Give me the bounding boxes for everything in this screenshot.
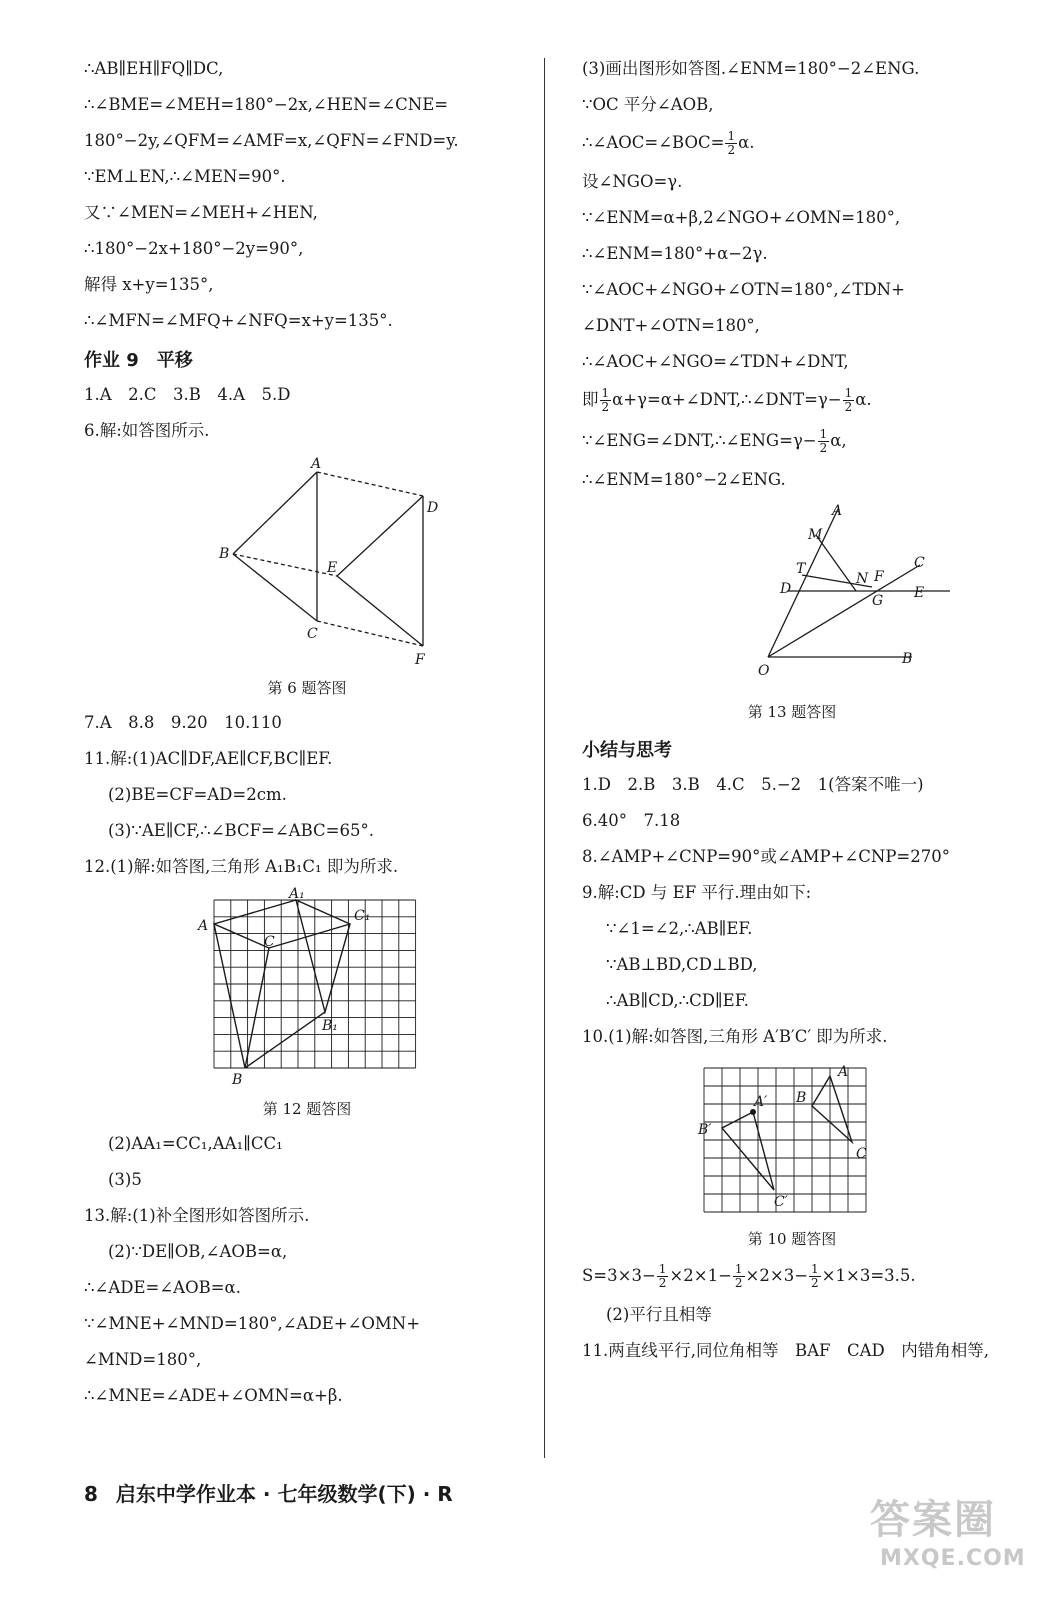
label-A: A — [838, 1064, 849, 1080]
answer-line: 6.40° 7.18 — [582, 811, 681, 830]
denominator: 2 — [811, 1276, 819, 1290]
fraction-one-half — [818, 428, 830, 455]
text-line: ∠DNT+∠OTN=180°, — [582, 316, 760, 335]
caption-q10: 第 10 题答图 — [747, 1230, 837, 1248]
label-B-prime: B′ — [698, 1122, 712, 1138]
answer-line: 13.解:(1)补全图形如答图所示. — [84, 1206, 310, 1225]
text-line: ∴∠ENM=180°−2∠ENG. — [582, 470, 786, 489]
watermark-url: MXQE.COM — [880, 1546, 1026, 1571]
answer-line: 11.两直线平行,同位角相等 BAF CAD 内错角相等, — [582, 1341, 989, 1360]
text-line: (3)画出图形如答图.∠ENM=180°−2∠ENG. — [582, 59, 920, 78]
section-heading-homework-9: 作业 9 平移 — [84, 350, 193, 371]
denominator: 2 — [727, 143, 736, 157]
answer-line: 7.A 8.8 9.20 10.110 — [84, 713, 282, 732]
label-C: C — [914, 555, 925, 571]
numerator: 1 — [658, 1262, 667, 1276]
answer-line: 1.D 2.B 3.B 4.C 5.−2 1(答案不唯一) — [582, 775, 924, 794]
denominator: 2 — [658, 1276, 667, 1290]
answer-line: (3)5 — [108, 1170, 142, 1189]
text-line: ∵OC 平分∠AOB, — [582, 95, 714, 114]
text-line: ∵EM⊥EN,∴∠MEN=90°. — [84, 167, 286, 186]
label-C: C — [264, 934, 275, 950]
label-N: N — [856, 571, 869, 587]
numerator: 1 — [734, 1262, 743, 1276]
book-title: 启东中学作业本 · 七年级数学(下) · R — [115, 1482, 453, 1506]
label-B: B — [219, 546, 230, 562]
page-number: 8 — [84, 1482, 98, 1506]
label-B1: B₁ — [322, 1018, 338, 1034]
watermark-logo: 答案圈 — [870, 1497, 996, 1543]
numerator: 1 — [727, 129, 736, 143]
label-D: D — [780, 581, 792, 597]
answer-line: 9.解:CD 与 EF 平行.理由如下: — [582, 883, 812, 902]
text-line — [582, 428, 1002, 455]
text-line: ∴∠MFN=∠MFQ+∠NFQ=x+y=135°. — [84, 311, 393, 330]
answer-line: ∵∠1=∠2,∴AB∥EF. — [606, 919, 753, 938]
figure-q10 — [692, 1062, 892, 1222]
answer-line: ∴AB∥CD,∴CD∥EF. — [606, 991, 749, 1010]
text-segment: α. — [738, 133, 755, 152]
fraction-one-half — [843, 387, 855, 414]
answer-line: ∴∠ADE=∠AOB=α. — [84, 1278, 241, 1297]
text-line: 解得 x+y=135°, — [84, 275, 214, 294]
text-line: ∴∠ENM=180°+α−2γ. — [582, 244, 768, 263]
label-O: O — [758, 663, 770, 679]
label-B: B — [232, 1072, 243, 1088]
label-A: A — [832, 503, 843, 519]
label-D: D — [427, 500, 439, 516]
text-line: ∴∠AOC+∠NGO=∠TDN+∠DNT, — [582, 352, 849, 371]
column-divider — [544, 58, 545, 1458]
text-segment: S=3×3− — [582, 1266, 656, 1285]
text-line — [582, 130, 1002, 157]
figure-q12 — [192, 886, 422, 1092]
answer-line: 1.A 2.C 3.B 4.A 5.D — [84, 385, 291, 404]
label-A: A — [311, 456, 322, 472]
text-segment: α+γ=α+∠DNT,∴∠DNT=γ− — [612, 390, 842, 409]
label-C: C — [307, 626, 318, 642]
caption-q12: 第 12 题答图 — [262, 1100, 352, 1118]
label-A1: A₁ — [289, 886, 305, 902]
answer-line — [582, 1263, 1002, 1290]
fraction-one-half — [809, 1263, 821, 1290]
text-line: 又∵∠MEN=∠MEH+∠HEN, — [84, 203, 318, 222]
denominator: 2 — [819, 441, 828, 455]
label-A: A — [198, 918, 209, 934]
fraction-one-half — [733, 1263, 745, 1290]
denominator: 2 — [844, 400, 853, 414]
answer-line: (2)AA₁=CC₁,AA₁∥CC₁ — [108, 1134, 283, 1153]
answer-line: ∴∠MNE=∠ADE+∠OMN=α+β. — [84, 1386, 343, 1405]
section-heading-summary: 小结与思考 — [582, 740, 672, 761]
answer-line: 12.(1)解:如答图,三角形 A₁B₁C₁ 即为所求. — [84, 857, 399, 876]
page-footer — [84, 1478, 453, 1507]
answer-line: ∵AB⊥BD,CD⊥BD, — [606, 955, 758, 974]
label-E: E — [327, 560, 338, 576]
text-line: ∵∠ENM=α+β,2∠NGO+∠OMN=180°, — [582, 208, 901, 227]
denominator: 2 — [734, 1276, 743, 1290]
text-line: ∵∠AOC+∠NGO+∠OTN=180°,∠TDN+ — [582, 280, 905, 299]
label-E: E — [914, 585, 925, 601]
answer-line: (2)BE=CF=AD=2cm. — [108, 785, 287, 804]
answer-line: 10.(1)解:如答图,三角形 A′B′C′ 即为所求. — [582, 1027, 888, 1046]
left-column — [84, 58, 530, 1421]
label-A-prime: A′ — [754, 1094, 768, 1110]
fraction-one-half — [657, 1263, 669, 1290]
text-line: ∴∠BME=∠MEH=180°−2x,∠HEN=∠CNE= — [84, 95, 449, 114]
label-C: C — [856, 1146, 867, 1162]
caption-q6: 第 6 题答图 — [267, 679, 347, 697]
label-T: T — [796, 561, 806, 577]
label-M: M — [808, 527, 823, 543]
answer-line: 6.解:如答图所示. — [84, 421, 210, 440]
fraction-one-half — [600, 387, 612, 414]
text-line: 设∠NGO=γ. — [582, 172, 683, 191]
denominator: 2 — [601, 400, 610, 414]
answer-line: (2)∵DE∥OB,∠AOB=α, — [108, 1242, 288, 1261]
text-line: 180°−2y,∠QFM=∠AMF=x,∠QFN=∠FND=y. — [84, 131, 459, 150]
answer-line: 11.解:(1)AC∥DF,AE∥CF,BC∥EF. — [84, 749, 333, 768]
label-G: G — [872, 593, 884, 609]
numerator: 1 — [844, 386, 853, 400]
answer-line: 8.∠AMP+∠CNP=90°或∠AMP+∠CNP=270° — [582, 847, 950, 866]
fraction-one-half — [725, 130, 737, 157]
label-B: B — [796, 1090, 807, 1106]
right-column — [582, 58, 1002, 1376]
figure-q6 — [177, 456, 437, 671]
text-line: ∴180°−2x+180°−2y=90°, — [84, 239, 304, 258]
text-segment: ×2×3− — [745, 1266, 809, 1285]
caption-q13: 第 13 题答图 — [747, 703, 837, 721]
numerator: 1 — [819, 427, 828, 441]
numerator: 1 — [811, 1262, 819, 1276]
text-segment: ×1×3=3.5. — [821, 1266, 916, 1285]
text-line: ∴AB∥EH∥FQ∥DC, — [84, 59, 224, 78]
answer-line: (3)∵AE∥CF,∴∠BCF=∠ABC=65°. — [108, 821, 374, 840]
figure-q13 — [662, 503, 925, 695]
text-segment: 即 — [582, 390, 599, 409]
text-segment: ∴∠AOC=∠BOC= — [582, 133, 725, 152]
label-F: F — [415, 652, 425, 668]
numerator: 1 — [601, 386, 610, 400]
answer-line: ∠MND=180°, — [84, 1350, 202, 1369]
text-segment: ×2×1− — [669, 1266, 732, 1285]
label-F: F — [874, 569, 884, 585]
label-C-prime: C′ — [774, 1194, 788, 1210]
text-segment: ∵∠ENG=∠DNT,∴∠ENG=γ− — [582, 431, 817, 450]
text-line — [582, 387, 1002, 414]
text-segment: α. — [855, 390, 872, 409]
text-segment: α, — [830, 431, 847, 450]
answer-line: (2)平行且相等 — [606, 1305, 712, 1324]
answer-line: ∵∠MNE+∠MND=180°,∠ADE+∠OMN+ — [84, 1314, 421, 1333]
label-B: B — [902, 651, 913, 667]
label-C1: C₁ — [354, 908, 371, 924]
